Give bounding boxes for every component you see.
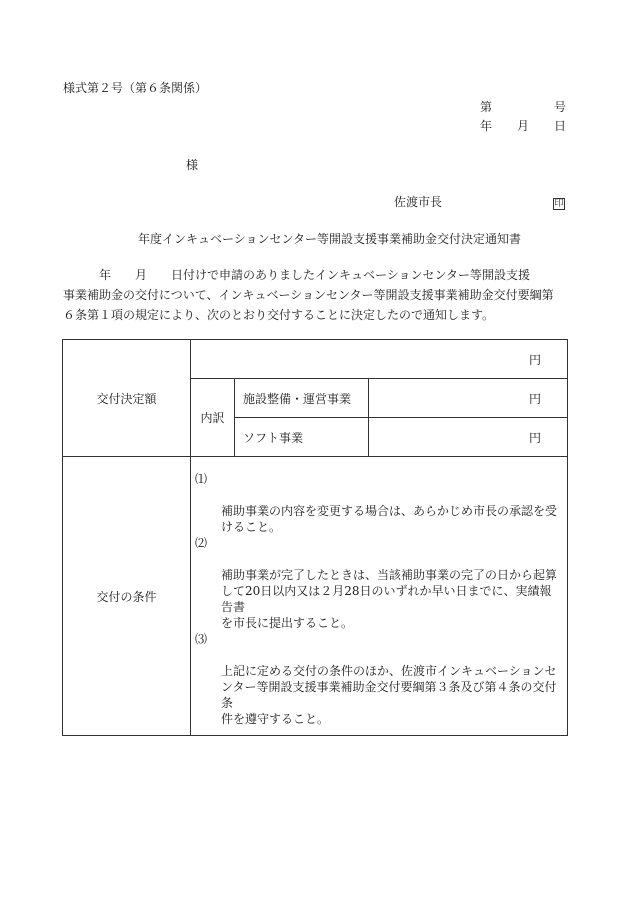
date-year: 年 [480, 119, 493, 133]
condition-number: ⑴ [195, 472, 208, 486]
condition-item [195, 631, 563, 727]
date-day: 日 [554, 119, 567, 133]
condition-number: ⑵ [195, 536, 208, 550]
document-title: 年度インキュベーションセンター等開設支援事業補助金交付決定通知書 [138, 232, 522, 246]
condition-item [195, 471, 563, 535]
condition-text: 補助事業の内容を変更する場合は、あらかじめ市長の承認を受 けること。 [221, 504, 558, 534]
body-line: ６条第１項の規定により、次のとおり交付することに決定したので通知します。 [63, 308, 495, 322]
date-month: 月 [517, 119, 530, 133]
item-soft-amount: 円 [369, 418, 568, 457]
item-soft-label: ソフト事業 [235, 418, 369, 457]
breakdown-label: 内訳 [191, 379, 235, 457]
body-text [63, 265, 568, 325]
grant-table [62, 339, 568, 736]
body-line: 年 月 日付けで申請のありましたインキュベーションセンター等開設支援 [63, 268, 531, 282]
number-suffix: 号 [554, 100, 567, 114]
condition-text: 補助事業が完了したときは、当該補助事業の完了の日から起算 して20日以内又は２月28日のいずれか早い日までに、実績報告書 を市長に提出すること。 [221, 568, 558, 630]
seal-mark: 印 [554, 199, 564, 209]
condition-text: 上記に定める交付の条件のほか、佐渡市インキュベーションセ ンター等開設支援事業補助金交付要綱第３条及び第４条の交付条 件を遵守すること。 [221, 664, 557, 726]
form-label: 様式第２号（第６条関係） [63, 81, 208, 95]
conditions-label: 交付の条件 [63, 457, 191, 736]
number-label: 第 [480, 100, 493, 114]
item-facility-label: 施設整備・運営事業 [235, 379, 369, 418]
condition-number: ⑶ [195, 632, 208, 646]
conditions-cell [191, 457, 568, 736]
item-facility-amount: 円 [369, 379, 568, 418]
condition-item [195, 535, 563, 631]
body-line: 事業補助金の交付について、インキュベーションセンター等開設支援事業補助金交付要綱第 [63, 288, 554, 302]
recipient-suffix: 様 [186, 158, 199, 172]
grant-amount-label: 交付決定額 [63, 340, 191, 457]
grant-amount-total: 円 [191, 340, 568, 379]
issuer: 佐渡市長 [394, 195, 443, 209]
